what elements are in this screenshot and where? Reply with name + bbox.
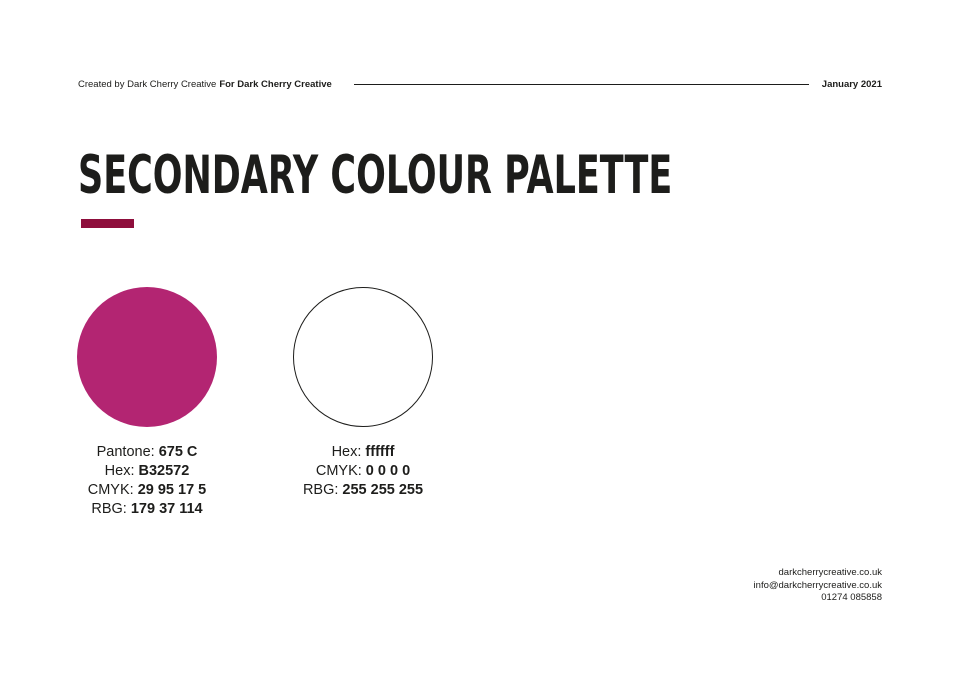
spec-row-rgb	[37, 500, 257, 519]
spec-value: 255 255 255	[342, 482, 424, 498]
header-date: January 2021	[821, 79, 882, 90]
spec-value: ffffff	[365, 444, 395, 460]
spec-label: CMYK:	[315, 463, 366, 479]
spec-row-hex	[253, 443, 473, 462]
spec-label: CMYK:	[87, 482, 138, 498]
spec-row-cmyk	[37, 481, 257, 500]
spec-value: 29 95 17 5	[137, 482, 207, 498]
contact-block	[754, 567, 882, 605]
header-divider	[354, 84, 809, 85]
spec-label: Pantone:	[96, 444, 159, 460]
created-by-text: Created by Dark Cherry Creative	[78, 79, 217, 90]
swatch-specs-magenta	[37, 443, 257, 519]
spec-row-hex	[37, 462, 257, 481]
swatch-specs-white	[253, 443, 473, 500]
title-accent-bar	[81, 219, 134, 228]
spec-value: 675 C	[158, 444, 198, 460]
spec-value: 179 37 114	[130, 501, 203, 517]
spec-value: B32572	[138, 463, 190, 479]
spec-label: RBG:	[302, 482, 343, 498]
spec-label: RBG:	[91, 501, 131, 517]
swatch-circle-white	[293, 287, 433, 427]
spec-value: 0 0 0 0	[365, 463, 411, 479]
contact-phone: 01274 085858	[821, 592, 882, 603]
contact-website: darkcherrycreative.co.uk	[778, 567, 882, 578]
spec-label: Hex:	[331, 444, 366, 460]
spec-row-rgb	[253, 481, 473, 500]
page-title: SECONDARY COLOUR PALETTE	[78, 145, 673, 206]
client-text: For Dark Cherry Creative	[219, 79, 332, 90]
spec-row-cmyk	[253, 462, 473, 481]
header-credit	[78, 79, 332, 90]
spec-label: Hex:	[104, 463, 139, 479]
spec-row-pantone	[37, 443, 257, 462]
contact-email: info@darkcherrycreative.co.uk	[753, 579, 882, 591]
swatch-circle-magenta	[77, 287, 217, 427]
